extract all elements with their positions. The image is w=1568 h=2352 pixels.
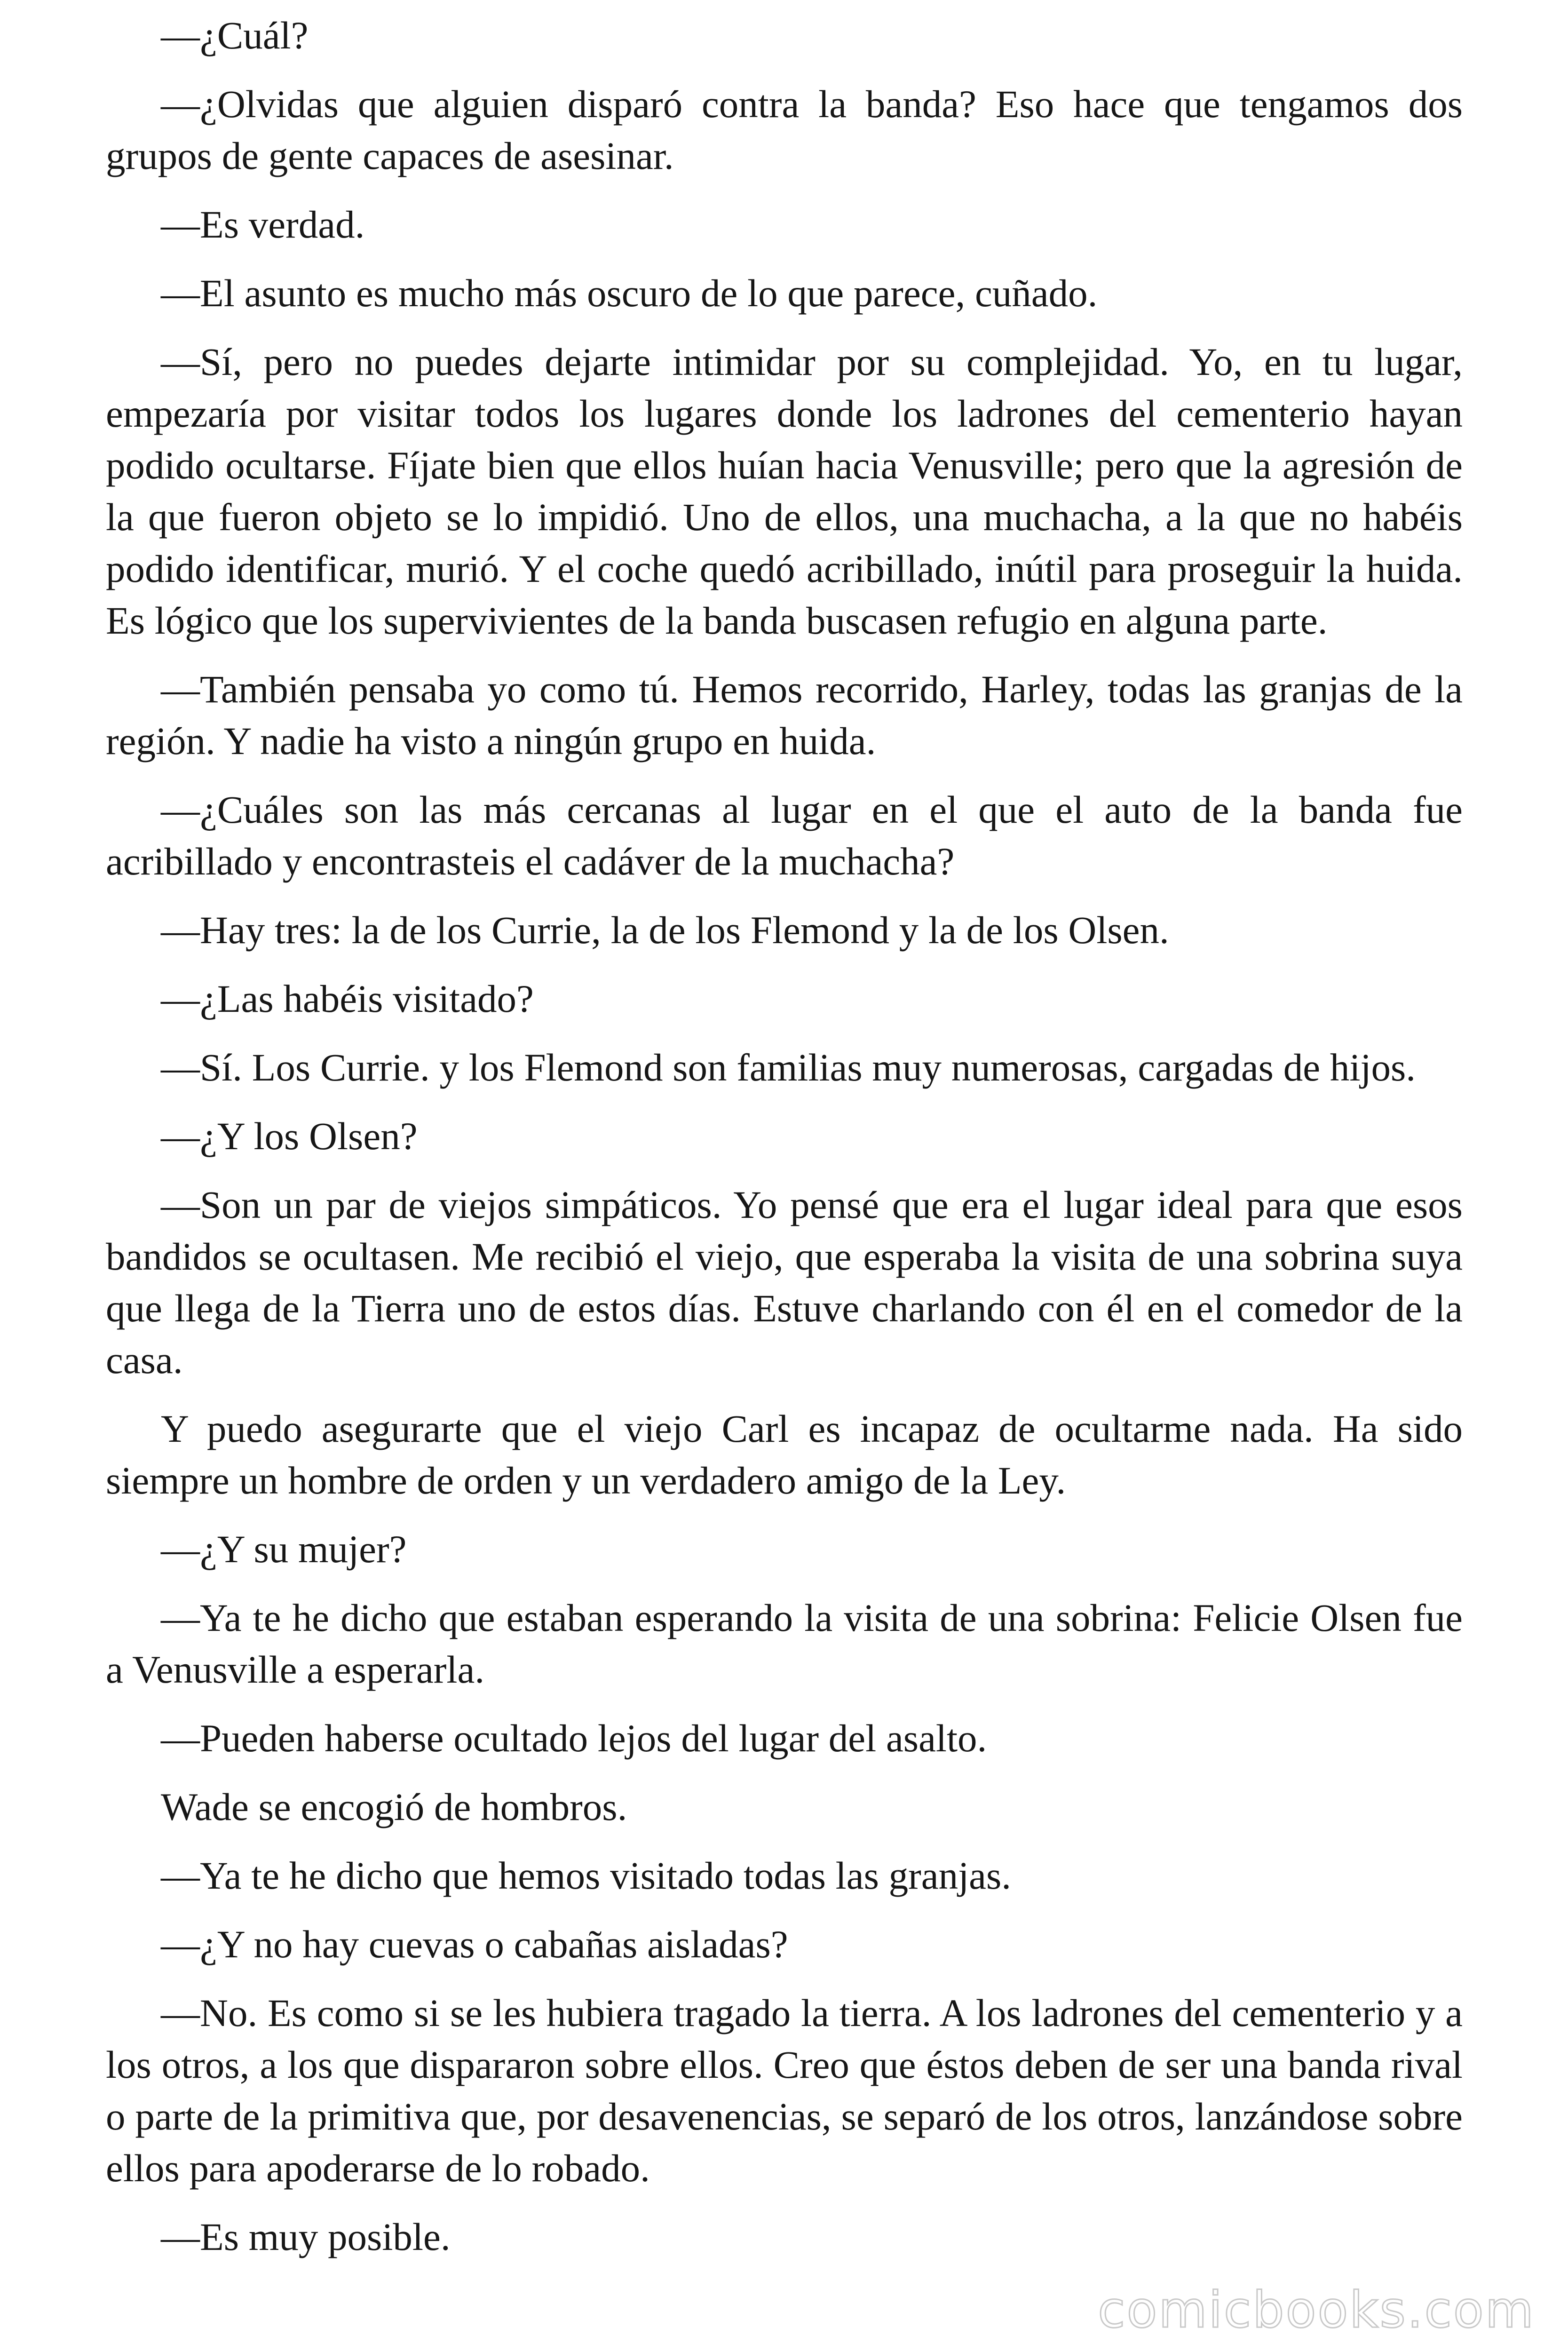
paragraph: —Son un par de viejos simpáticos. Yo pensé que era el lugar ideal para que esos bandidos se ocultasen. Me recibió el viejo, que esperaba la visita de una sobrina suya que llega de la Tierra uno de estos días. Estuve charlando con él en el comedor de la casa. xyxy=(106,1183,1463,1382)
paragraph: —Sí. Los Currie. y los Flemond son familias muy numerosas, cargadas de hijos. xyxy=(161,1046,1416,1089)
page-text xyxy=(106,9,1463,2263)
paragraph: —¿Cuál? xyxy=(161,14,309,57)
paragraph: —Ya te he dicho que estaban esperando la visita de una sobrina: Felicie Olsen fue a Venusville a esperarla. xyxy=(106,1596,1463,1691)
paragraph: —¿Cuáles son las más cercanas al lugar en el que el auto de la banda fue acribillado y encontrasteis el cadáver de la muchacha? xyxy=(106,788,1463,883)
paragraph: —¿Y su mujer? xyxy=(161,1527,407,1571)
paragraph: —Es verdad. xyxy=(161,203,365,246)
paragraph: Y puedo asegurarte que el viejo Carl es incapaz de ocultarme nada. Ha sido siempre un hombre de orden y un verdadero amigo de la Ley. xyxy=(106,1407,1463,1502)
paragraph: —También pensaba yo como tú. Hemos recorrido, Harley, todas las granjas de la región. Y nadie ha visto a ningún grupo en huida. xyxy=(106,667,1463,763)
paragraph: —Ya te he dicho que hemos visitado todas las granjas. xyxy=(161,1854,1012,1897)
paragraph: —El asunto es mucho más oscuro de lo que parece, cuñado. xyxy=(161,271,1098,315)
paragraph: —Hay tres: la de los Currie, la de los Flemond y la de los Olsen. xyxy=(161,908,1169,952)
watermark: comicbooks.com xyxy=(1098,2281,1535,2339)
paragraph: —Pueden haberse ocultado lejos del lugar del asalto. xyxy=(161,1716,987,1760)
paragraph: —No. Es como si se les hubiera tragado la tierra. A los ladrones del cementerio y a los otros, a los que dispararon sobre ellos. Creo que éstos deben de ser una banda rival o parte de la primitiva que, por desavenencias, se separó de los otros, lanzándose sobre ellos para apoderarse de lo robado. xyxy=(106,1991,1463,2190)
paragraph: —Es muy posible. xyxy=(161,2215,451,2258)
paragraph: —¿Olvidas que alguien disparó contra la banda? Eso hace que tengamos dos grupos de gente capaces de asesinar. xyxy=(106,82,1463,177)
paragraph: —¿Y los Olsen? xyxy=(161,1114,418,1158)
paragraph: Wade se encogió de hombros. xyxy=(161,1785,627,1828)
paragraph: —¿Las habéis visitado? xyxy=(161,977,534,1020)
paragraph: —Sí, pero no puedes dejarte intimidar por su complejidad. Yo, en tu lugar, empezaría por visitar todos los lugares donde los ladrones del cementerio hayan podido ocultarse. Fíjate bien que ellos huían hacia Venusville; pero que la agresión de la que fueron objeto se lo impidió. Uno de ellos, una muchacha, a la que no habéis podido identificar, murió. Y el coche quedó acribillado, inútil para proseguir la huida. Es lógico que los supervivientes de la banda buscasen refugio en alguna parte. xyxy=(106,340,1463,642)
paragraph: —¿Y no hay cuevas o cabañas aisladas? xyxy=(161,1923,788,1966)
